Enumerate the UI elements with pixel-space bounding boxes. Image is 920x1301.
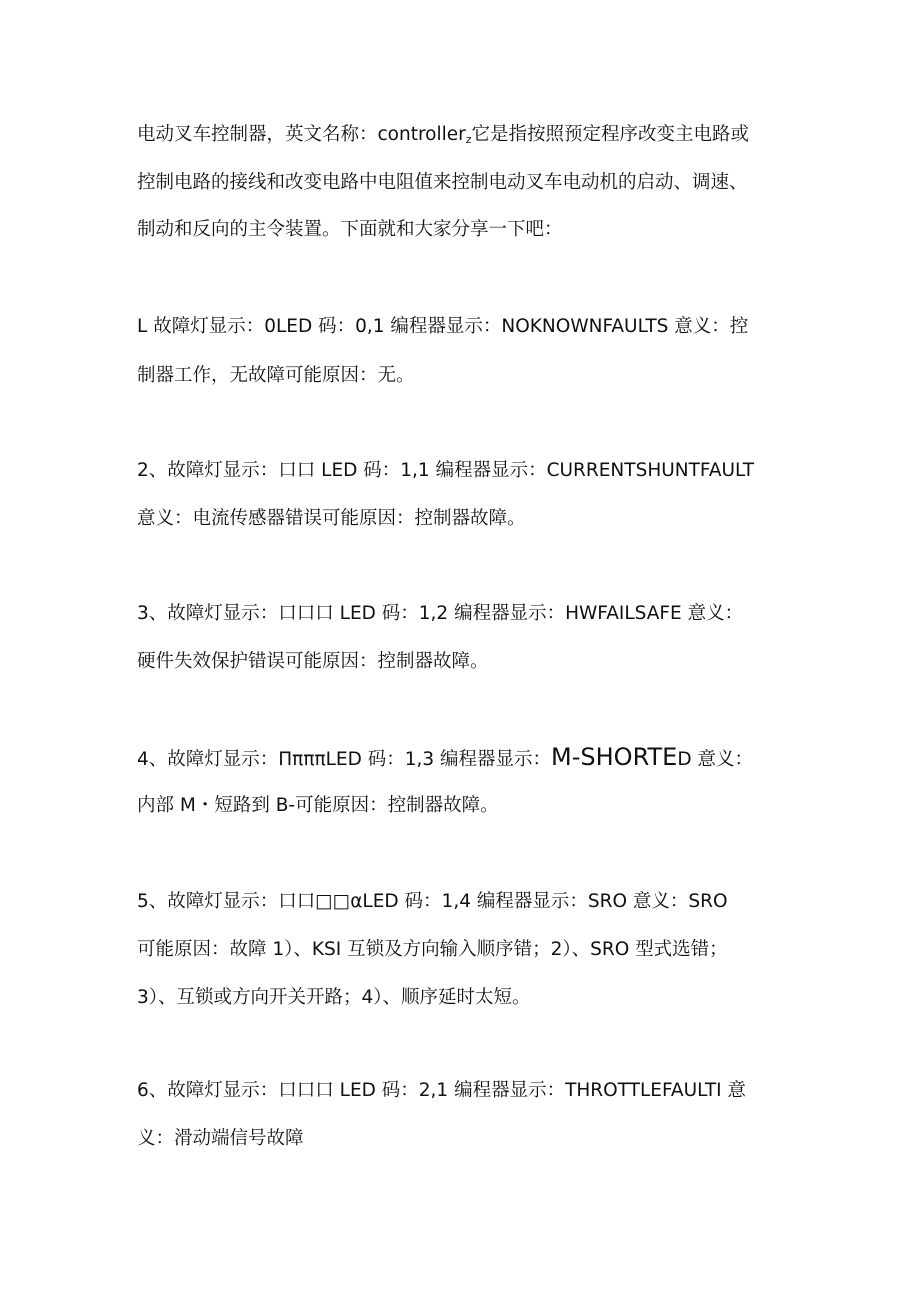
intro-line-2: 控制电路的接线和改变电路中电阻值来控制电动叉车电动机的启动、调速、 (137, 172, 748, 193)
item-1-line-1: L 故障灯显示：0LED 码：0,1 编程器显示：NOKNOWNFAULTS 意义：控 (137, 316, 749, 337)
item-4-line-1-text-cont: D 意义： (677, 749, 753, 770)
intro-line-1 (137, 123, 837, 152)
intro-line-1-text: 电动叉车控制器，英文名称：controller (137, 124, 466, 145)
item-1-line-2: 制器工作，无故障可能原因：无。 (137, 365, 415, 386)
item-2-line-2: 意义：电流传感器错误可能原因：控制器故障。 (137, 508, 526, 529)
item-6-line-1: 6、故障灯显示：口口口 LED 码：2,1 编程器显示：THROTTLEFAULTI 意 (137, 1080, 747, 1101)
item-4-large-text: M-SHORTE (551, 743, 678, 771)
item-3-line-1: 3、故障灯显示：口口口 LED 码：1,2 编程器显示：HWFAILSAFE 意义： (137, 603, 744, 624)
item-2-line-1: 2、故障灯显示：口口 LED 码：1,1 编程器显示：CURRENTSHUNTFAULT (137, 460, 755, 481)
item-4-line-1-text: 4、故障灯显示：ΠπππLED 码：1,3 编程器显示： (137, 749, 552, 770)
intro-line-1-text-cont: 它是指按照预定程序改变主电路或 (471, 124, 750, 145)
item-5-line-3: 3）、互锁或方向开关开路；4）、顺序延时太短。 (137, 987, 531, 1008)
item-4-line-1 (137, 745, 837, 772)
item-4-line-2: 内部 M・短路到 B-可能原因：控制器故障。 (137, 795, 499, 816)
item-6-line-2: 义：滑动端信号故障 (137, 1128, 304, 1149)
item-5-line-1: 5、故障灯显示：口口□□αLED 码：1,4 编程器显示：SRO 意义：SRO (137, 891, 728, 912)
item-3-line-2: 硬件失效保护错误可能原因：控制器故障。 (137, 651, 489, 672)
intro-subscript: z (465, 133, 472, 146)
intro-line-3: 制动和反向的主令装置。下面就和大家分享一下吧： (137, 219, 563, 240)
item-5-line-2: 可能原因：故障 1）、KSI 互锁及方向输入顺序错；2）、SRO 型式选错； (137, 939, 728, 960)
